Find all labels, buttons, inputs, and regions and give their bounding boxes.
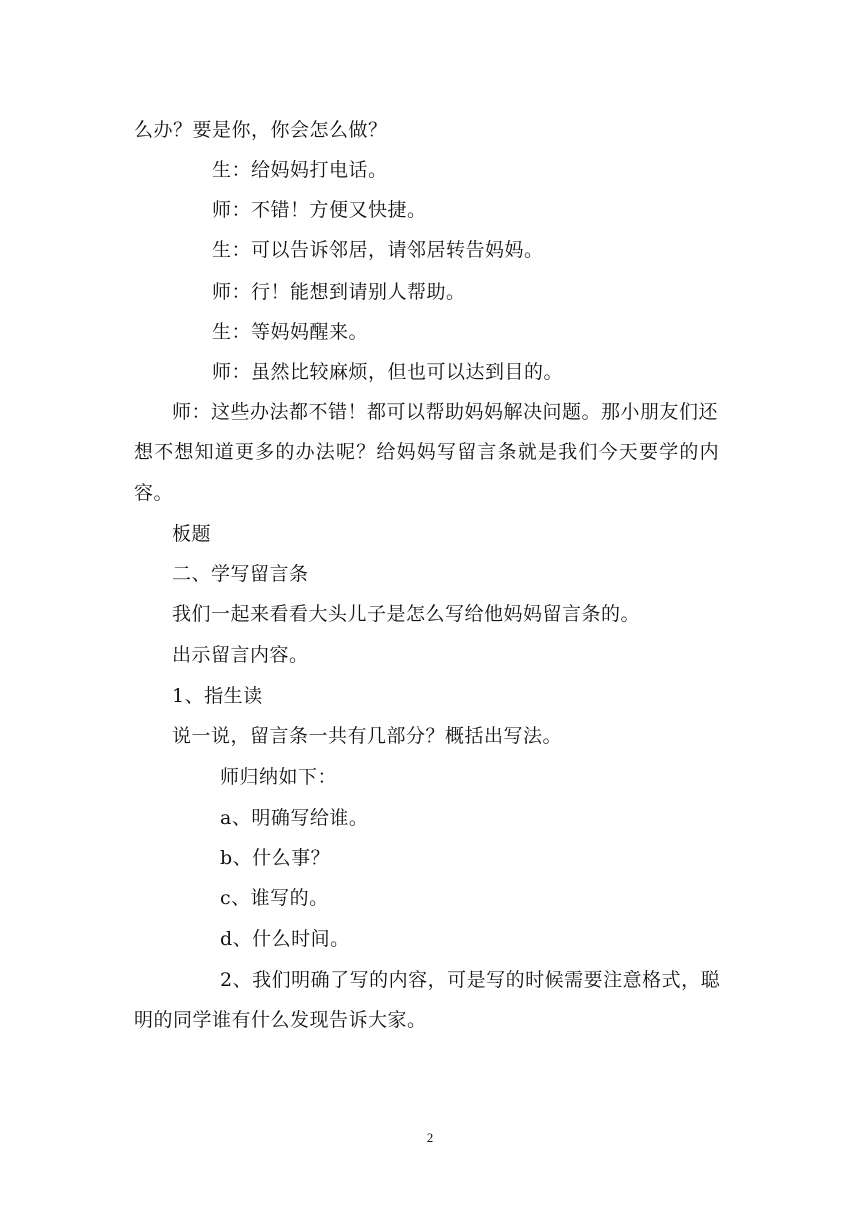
dialogue-line: 生：给妈妈打电话。 [212, 159, 388, 181]
paragraph-line: 明的同学谁有什么发现告诉大家。 [134, 1009, 427, 1031]
text-line: 1、指生读 [172, 685, 263, 707]
list-item: d、什么时间。 [220, 928, 350, 950]
list-item: a、明确写给谁。 [220, 807, 369, 829]
paragraph-line: 师：这些办法都不错！都可以帮助妈妈解决问题。那小朋友们还 [172, 401, 719, 423]
list-item: b、什么事？ [220, 847, 331, 869]
dialogue-line: 师：行！能想到请别人帮助。 [212, 281, 466, 303]
dialogue-line: 师：虽然比较麻烦，但也可以达到目的。 [212, 361, 564, 383]
paragraph-line: 想不想知道更多的办法呢？给妈妈写留言条就是我们今天要学的内 [134, 441, 720, 463]
dialogue-line: 师：不错！方便又快捷。 [212, 199, 427, 221]
paragraph-line: 2、我们明确了写的内容，可是写的时候需要注意格式，聪 [220, 969, 721, 991]
text-line: 说一说，留言条一共有几部分？概括出写法。 [172, 725, 563, 747]
page-number: 2 [426, 1130, 434, 1145]
dialogue-line: 生：可以告诉邻居，请邻居转告妈妈。 [212, 239, 544, 261]
list-item: c、谁写的。 [220, 887, 329, 909]
text-line: 板题 [172, 523, 212, 545]
paragraph-line: 容。 [134, 482, 174, 504]
text-line: 出示留言内容。 [172, 644, 309, 666]
text-line: 我们一起来看看大头儿子是怎么写给他妈妈留言条的。 [172, 603, 641, 625]
dialogue-line: 生：等妈妈醒来。 [212, 321, 369, 343]
section-heading: 二、学写留言条 [172, 563, 309, 585]
text-line: 么办？要是你，你会怎么做？ [134, 119, 388, 141]
text-line: 师归纳如下： [220, 766, 338, 788]
